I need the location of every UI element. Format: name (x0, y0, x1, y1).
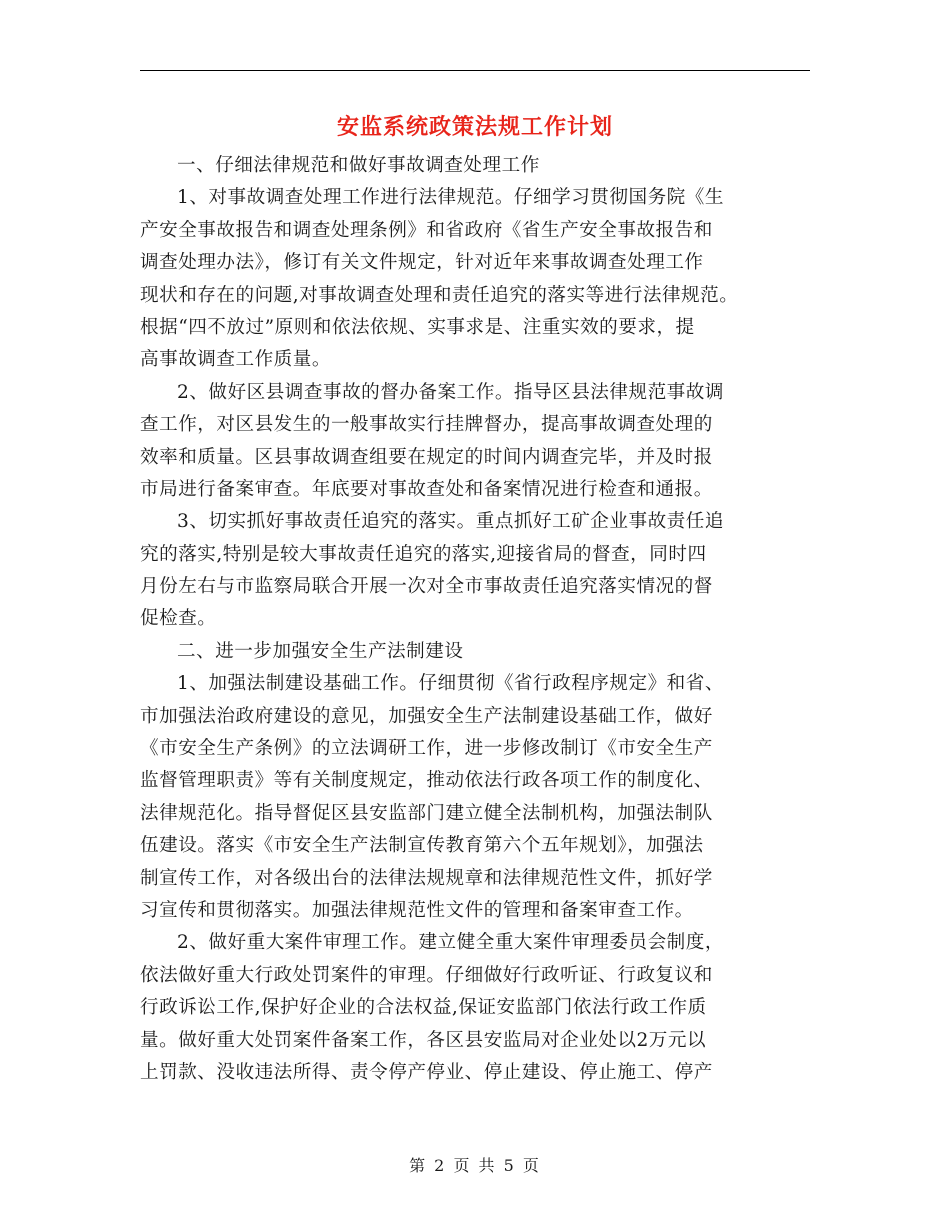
paragraph-line: 伍建设。落实《市安全生产法制宣传教育第六个五年规划》，加强法 (140, 835, 704, 857)
section-heading: 二、进一步加强安全生产法制建设 (177, 640, 464, 662)
paragraph-line: 依法做好重大行政处罚案件的审理。仔细做好行政听证、行政复议和 (140, 964, 713, 986)
paragraph-line: 根据“四不放过”原则和依法依规、实事求是、注重实效的要求，提 (140, 316, 695, 338)
header-rule (140, 70, 810, 71)
paragraph-line: 制宣传工作，对各级出台的法律法规规章和法律规范性文件，抓好学 (140, 867, 713, 889)
paragraph-line: 3、切实抓好事故责任追究的落实。重点抓好工矿企业事故责任追 (177, 511, 724, 533)
paragraph-line: 量。做好重大处罚案件备案工作，各区县安监局对企业处以2万元以 (140, 1029, 707, 1051)
paragraph-line: 现状和存在的问题,对事故调查处理和责任追究的落实等进行法律规范。 (140, 284, 739, 306)
paragraph-line: 2、做好区县调查事故的督办备案工作。指导区县法律规范事故调 (177, 381, 724, 403)
paragraph-line: 效率和质量。区县事故调查组要在规定的时间内调查完毕，并及时报 (140, 446, 713, 468)
page-number-footer: 第 2 页 共 5 页 (409, 1156, 541, 1175)
paragraph-line: 行政诉讼工作,保护好企业的合法权益,保证安监部门依法行政工作质 (140, 997, 707, 1019)
paragraph-line: 监督管理职责》等有关制度规定，推动依法行政各项工作的制度化、 (140, 770, 713, 792)
paragraph-line: 市加强法治政府建设的意见，加强安全生产法制建设基础工作，做好 (140, 705, 713, 727)
paragraph-line: 究的落实,特别是较大事故责任追究的落实,迎接省局的督查，同时四 (140, 543, 707, 565)
paragraph-line: 市局进行备案审查。年底要对事故查处和备案情况进行检查和通报。 (140, 478, 713, 500)
paragraph-line: 促检查。 (140, 608, 217, 630)
paragraph-line: 产安全事故报告和调查处理条例》和省政府《省生产安全事故报告和 (140, 219, 713, 241)
section-heading: 一、仔细法律规范和做好事故调查处理工作 (177, 155, 540, 176)
paragraph-line: 调查处理办法》，修订有关文件规定，针对近年来事故调查处理工作 (140, 252, 704, 274)
paragraph-line: 1、对事故调查处理工作进行法律规范。仔细学习贯彻国务院《生 (177, 187, 724, 209)
paragraph-line: 高事故调查工作质量。 (140, 349, 331, 371)
document-body (140, 150, 812, 1089)
paragraph-line: 法律规范化。指导督促区县安监部门建立健全法制机构，加强法制队 (140, 802, 713, 824)
paragraph-line: 月份左右与市监察局联合开展一次对全市事故责任追究落实情况的督 (140, 576, 713, 598)
paragraph-line: 上罚款、没收违法所得、责令停产停业、停止建设、停止施工、停产 (140, 1061, 713, 1083)
paragraph-line: 习宣传和贯彻落实。加强法律规范性文件的管理和备案审查工作。 (140, 899, 694, 921)
document-title: 安监系统政策法规工作计划 (336, 115, 613, 140)
paragraph-line: 《市安全生产条例》的立法调研工作，进一步修改制订《市安全生产 (140, 738, 713, 760)
paragraph-line: 1、加强法制建设基础工作。仔细贯彻《省行政程序规定》和省、 (177, 673, 724, 695)
paragraph-line: 查工作，对区县发生的一般事故实行挂牌督办，提高事故调查处理的 (140, 414, 713, 436)
paragraph-line: 2、做好重大案件审理工作。建立健全重大案件审理委员会制度， (177, 932, 724, 954)
